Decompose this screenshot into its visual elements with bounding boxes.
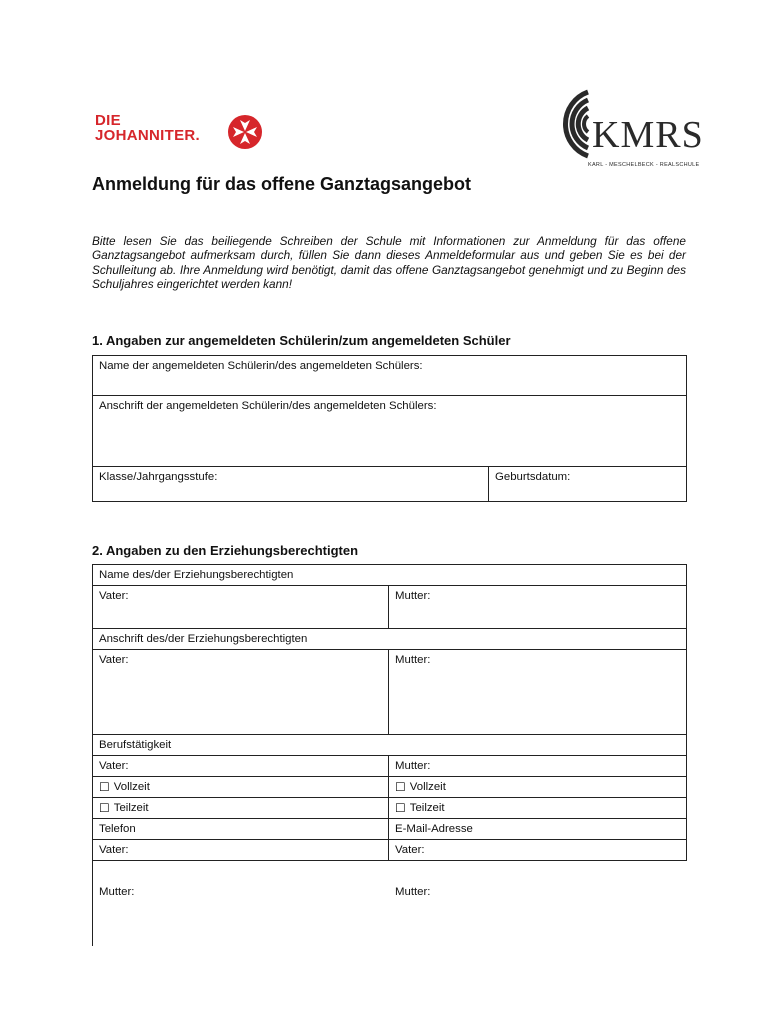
phone-spacer	[99, 857, 388, 886]
email-spacer	[395, 857, 686, 886]
maltese-cross-icon	[227, 114, 263, 150]
guardian-form	[92, 564, 687, 946]
class-label: Klasse/Jahrgangsstufe:	[99, 471, 218, 483]
class-field[interactable]	[93, 467, 489, 502]
johanniter-line-1: DIE	[95, 112, 121, 129]
mother-parttime-checkbox[interactable]: ☐	[395, 801, 406, 815]
email-father-label: Vater:	[395, 844, 425, 856]
email-mother-label: Mutter:	[395, 886, 431, 898]
father-address-label: Vater:	[99, 654, 129, 666]
father-fulltime-option[interactable]	[93, 777, 389, 798]
johanniter-dot: .	[195, 127, 200, 144]
mother-employment-label: Mutter:	[389, 756, 687, 777]
johanniter-logo	[95, 113, 265, 155]
employment-header: Berufstätigkeit	[93, 735, 687, 756]
mother-name-label: Mutter:	[395, 590, 431, 602]
email-field[interactable]	[389, 840, 687, 898]
mother-address-label: Mutter:	[395, 654, 431, 666]
birthdate-label: Geburtsdatum:	[495, 471, 571, 483]
phone-father-label: Vater:	[99, 844, 129, 856]
father-employment-label: Vater:	[93, 756, 389, 777]
student-form	[92, 355, 687, 502]
father-address-field[interactable]	[93, 650, 389, 735]
father-fulltime-label: Vollzeit	[113, 781, 150, 793]
father-name-field[interactable]	[93, 586, 389, 629]
section-1-heading: 1. Angaben zur angemeldeten Schülerin/zum angemeldeten Schüler	[92, 333, 511, 348]
section-2-heading: 2. Angaben zu den Erziehungsberechtigten	[92, 543, 359, 558]
father-name-label: Vater:	[99, 590, 129, 602]
mother-parttime-option[interactable]	[389, 798, 687, 819]
student-address-label: Anschrift der angemeldeten Schülerin/des angemeldeten Schülers:	[99, 400, 437, 412]
father-fulltime-checkbox[interactable]: ☐	[99, 780, 110, 794]
mother-name-field[interactable]	[389, 586, 687, 629]
mother-parttime-label: Teilzeit	[409, 802, 445, 814]
kmrs-logo	[530, 84, 720, 170]
johanniter-line-2	[95, 128, 200, 143]
student-name-field[interactable]	[93, 356, 687, 396]
intro-paragraph: Bitte lesen Sie das beiliegende Schreiben der Schule mit Informationen zur Anmeldung für das offene Ganztagsangebot aufmerksam durch, füllen Sie dann dieses Anmeldeformular aus und geben Sie es bei der Schulleitung ab. Ihre Anmeldung wird benötigt, damit das offene Ganztagsangebot genehmigt und zu Beginn des Schuljahres eingerichtet werden kann!	[92, 234, 686, 291]
mother-fulltime-checkbox[interactable]: ☐	[395, 780, 406, 794]
johanniter-wordmark	[95, 113, 200, 143]
mother-fulltime-label: Vollzeit	[409, 781, 446, 793]
email-header: E-Mail-Adresse	[389, 819, 687, 840]
phone-field[interactable]	[93, 840, 389, 898]
student-name-label: Name der angemeldeten Schülerin/des angemeldeten Schülers:	[99, 360, 423, 372]
form-title: Anmeldung für das offene Ganztagsangebot	[92, 174, 472, 194]
father-parttime-checkbox[interactable]: ☐	[99, 801, 110, 815]
phone-header: Telefon	[93, 819, 389, 840]
father-parttime-label: Teilzeit	[113, 802, 149, 814]
kmrs-subtitle: KARL - MESCHELBECK - REALSCHULE	[588, 162, 700, 168]
student-address-field[interactable]	[93, 396, 687, 467]
johanniter-word: JOHANNITER	[95, 127, 196, 144]
phone-mother-label: Mutter:	[99, 886, 135, 898]
guardian-name-header: Name des/der Erziehungsberechtigten	[93, 565, 687, 586]
kmrs-wordmark: KMRS	[592, 114, 704, 156]
birthdate-field[interactable]	[489, 467, 687, 502]
mother-fulltime-option[interactable]	[389, 777, 687, 798]
father-parttime-option[interactable]	[93, 798, 389, 819]
mother-address-field[interactable]	[389, 650, 687, 735]
guardian-address-header: Anschrift des/der Erziehungsberechtigten	[93, 629, 687, 650]
